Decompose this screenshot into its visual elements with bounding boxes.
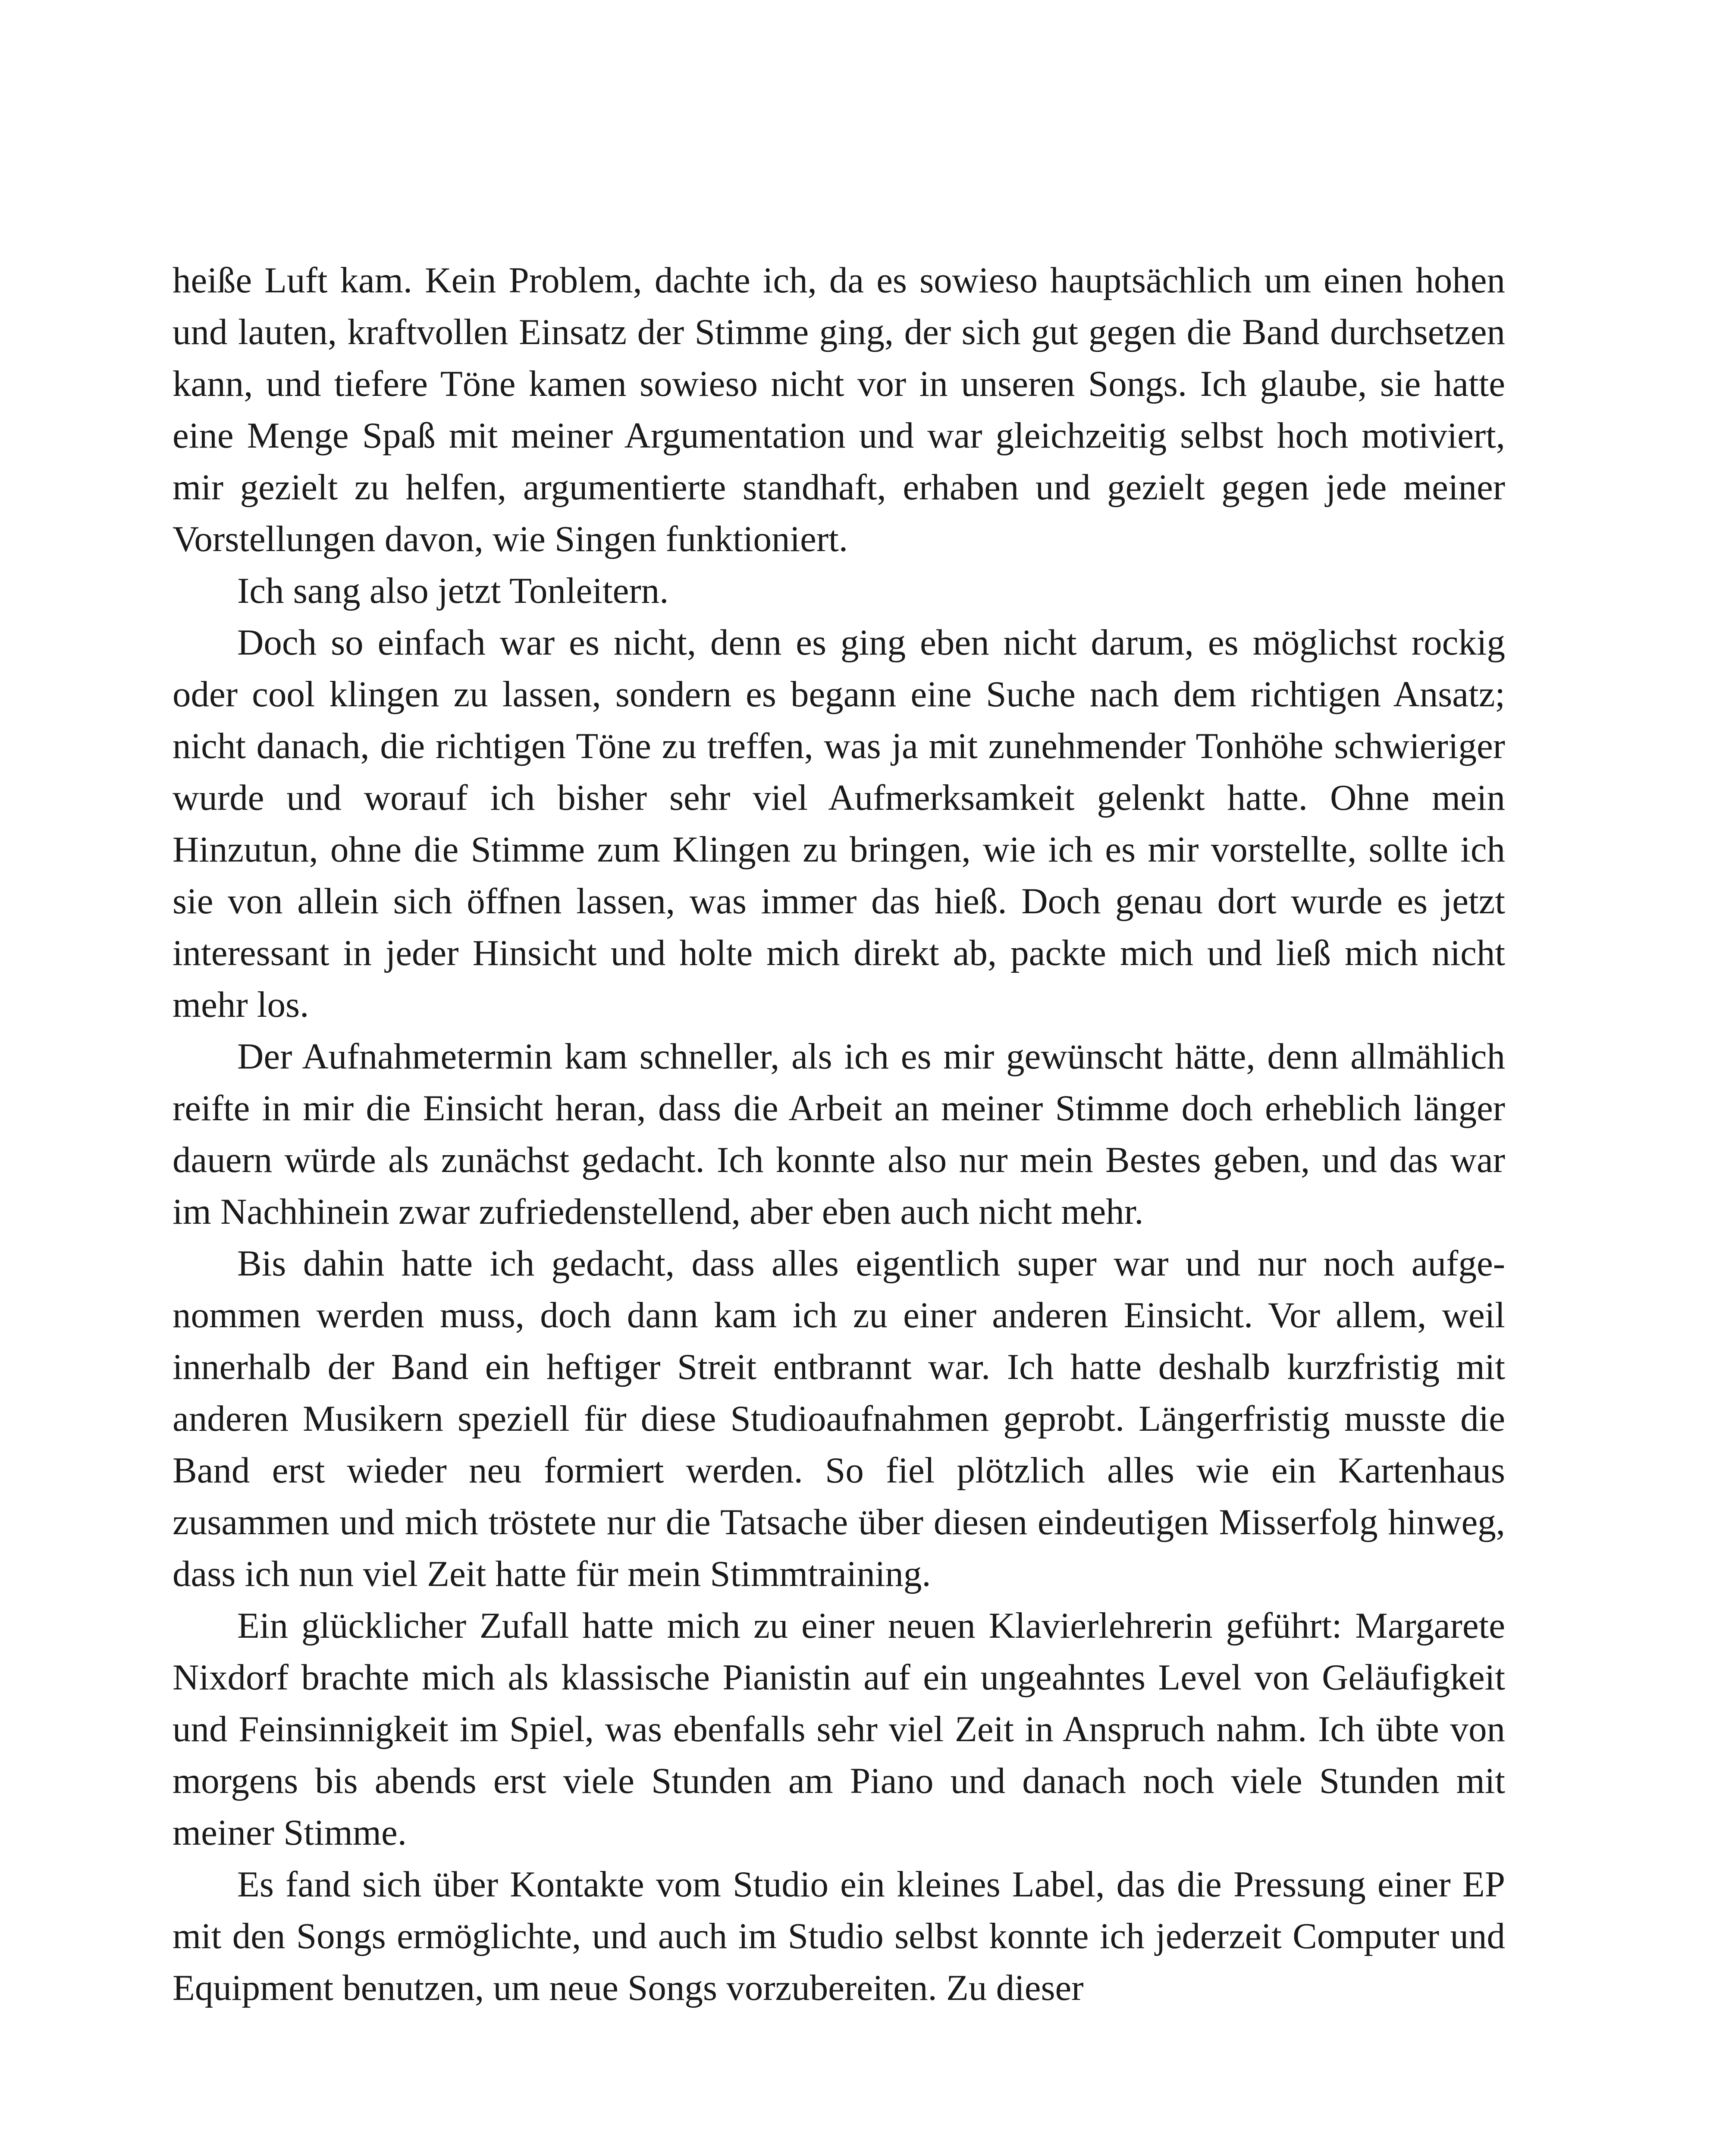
- paragraph-6: Ein glücklicher Zufall hatte mich zu einer neuen Klavierlehrerin geführt: Margarete Nixdorf brachte mich als klassische Pianistin auf ein ungeahntes Level von Geläufigkeit und Feinsinnigkeit im Spiel, was ebenfalls sehr viel Zeit in Anspruch nahm. Ich übte von morgens bis abends erst viele Stunden am Piano und danach noch viele Stunden mit meiner Stimme.: [173, 1605, 1505, 1853]
- paragraph-7: Es fand sich über Kontakte vom Studio ein kleines Label, das die Pressung einer EP mit den Songs ermöglichte, und auch im Studio selbst konnte ich jederzeit Computer und Equipment benutzen, um neue Songs vorzubereiten. Zu dieser: [173, 1864, 1505, 2008]
- paragraph-2: Ich sang also jetzt Tonleitern.: [237, 570, 669, 611]
- paragraph-3: Doch so einfach war es nicht, denn es ging eben nicht darum, es möglichst rockig oder cool klingen zu lassen, sondern es begann eine Suche nach dem richtigen Ansatz; nicht danach, die richtigen Töne zu treffen, was ja mit zunehmender Tonhöhe schwieriger wurde und worauf ich bisher sehr viel Aufmerksamkeit gelenkt hatte. Ohne mein Hinzutun, ohne die Stimme zum Klingen zu bringen, wie ich es mir vorstellte, sollte ich sie von allein sich öffnen lassen, was immer das hieß. Doch genau dort wurde es jetzt interessant in jeder Hinsicht und holte mich direkt ab, packte mich und ließ mich nicht mehr los.: [173, 622, 1505, 1025]
- paragraph-4: Der Aufnahmetermin kam schneller, als ich es mir gewünscht hätte, denn allmählich reifte in mir die Einsicht heran, dass die Arbeit an meiner Stimme doch erheblich länger dauern würde als zunächst gedacht. Ich konnte also nur mein Bestes geben, und das war im Nachhinein zwar zufriedenstellend, aber eben auch nicht mehr.: [173, 1036, 1505, 1232]
- paragraph-5: Bis dahin hatte ich gedacht, dass alles eigentlich super war und nur noch aufgenommen werden muss, doch dann kam ich zu einer anderen Einsicht. Vor allem, weil innerhalb der Band ein heftiger Streit entbrannt war. Ich hatte deshalb kurzfristig mit anderen Musikern speziell für diese Studioaufnahmen geprobt. Längerfristig musste die Band erst wieder neu formiert werden. So fiel plötzlich alles wie ein Kartenhaus zusammen und mich tröstete nur die Tatsache über diesen eindeutigen Misserfolg hinweg, dass ich nun viel Zeit hatte für mein Stimmtraining.: [173, 1243, 1505, 1594]
- paragraph-1: heiße Luft kam. Kein Problem, dachte ich, da es sowieso hauptsächlich um einen hohen und lauten, kraftvollen Einsatz der Stimme ging, der sich gut gegen die Band durchsetzen kann, und tiefere Töne kamen sowieso nicht vor in unseren Songs. Ich glaube, sie hatte eine Menge Spaß mit meiner Argumentation und war gleichzeitig selbst hoch motiviert, mir gezielt zu helfen, argumentierte standhaft, erhaben und gezielt gegen jede meiner Vorstellungen davon, wie Singen funktioniert.: [173, 260, 1505, 559]
- body-text: [173, 254, 1505, 2014]
